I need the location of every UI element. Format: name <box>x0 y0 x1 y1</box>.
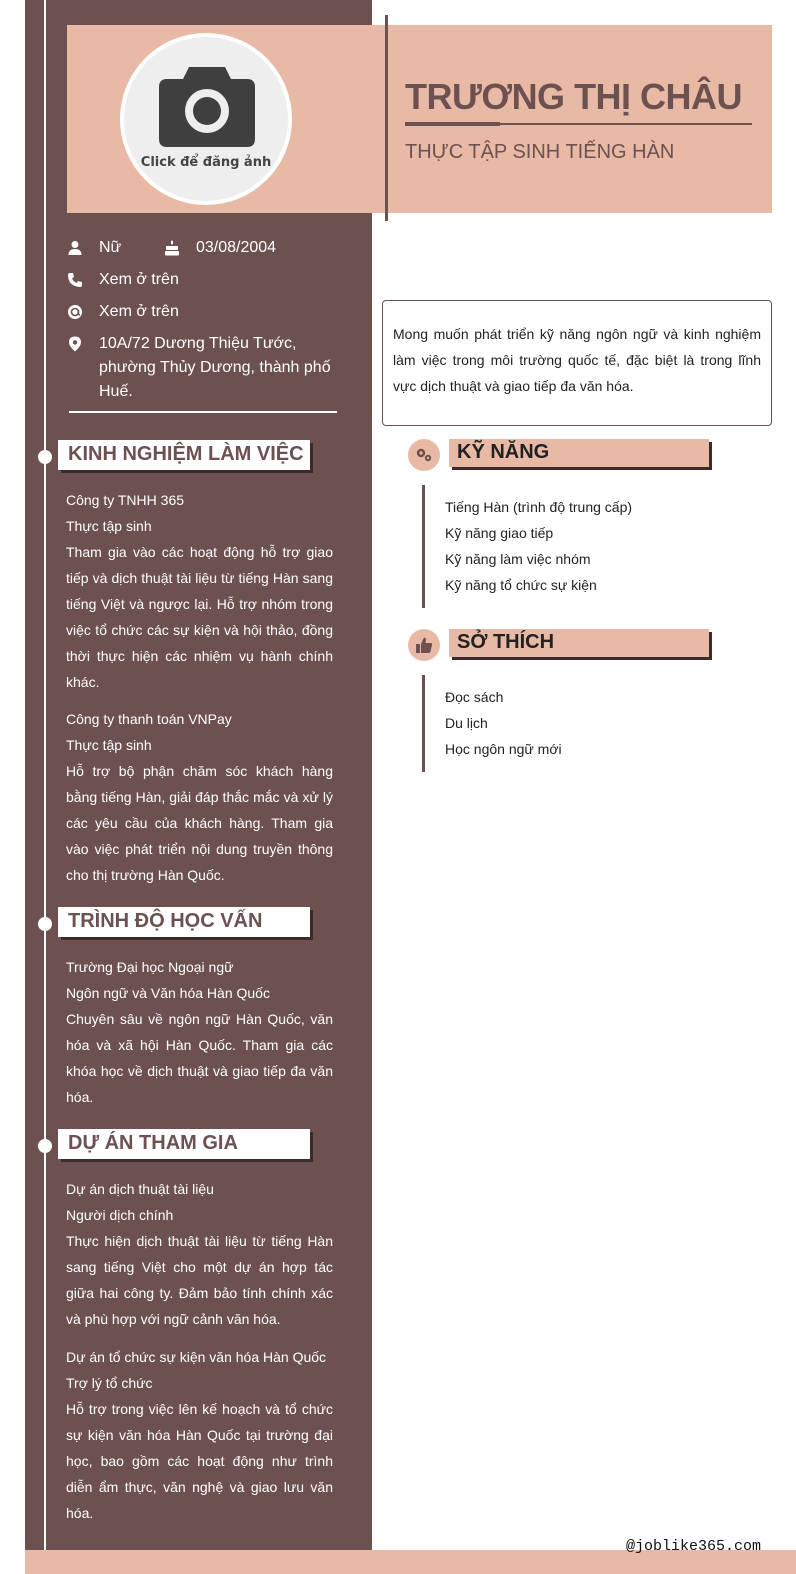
avatar-upload[interactable] <box>120 33 292 205</box>
education-description: Chuyên sâu về ngôn ngữ Hàn Quốc, văn hóa và xã hội Hàn Quốc. Tham gia các khóa học về dịch thuật và giao tiếp đa văn hóa. <box>66 1011 333 1105</box>
skill-item: Tiếng Hàn (trình độ trung cấp) <box>445 499 633 515</box>
projects-heading-text: DỰ ÁN THAM GIA <box>68 1132 238 1154</box>
project-role: Trợ lý tổ chức <box>66 1375 153 1391</box>
sidebar-divider <box>69 411 337 413</box>
project-description: Thực hiện dịch thuật tài liệu từ tiếng Hàn sang tiếng Việt cho một dự án hợp tác giữa hai công ty. Đảm bảo tính chính xác và phù hợp với ngữ cảnh văn hóa. <box>66 1233 333 1327</box>
gears-icon <box>415 446 433 464</box>
project-role: Người dịch chính <box>66 1207 174 1223</box>
timeline-dot <box>38 917 52 931</box>
hobbies-heading <box>449 629 709 657</box>
hobby-item: Đọc sách <box>445 689 504 705</box>
experience-description: Tham gia vào các hoạt động hỗ trợ giao tiếp và dịch thuật tài liệu từ tiếng Hàn sang tiếng Việt và ngược lại. Hỗ trợ nhóm trong việc tổ chức các sự kiện và hội thảo, đồng thời thực hiện các nhiệm vụ hành chính khác. <box>66 544 333 690</box>
hobbies-list <box>445 684 562 762</box>
camera-icon <box>159 61 255 147</box>
address-value: 10A/72 Dương Thiệu Tước, phường Thủy Dương, thành phố Huế. <box>99 335 331 400</box>
experience-role: Thực tập sinh <box>66 518 152 534</box>
thumbs-up-icon <box>415 636 433 654</box>
user-icon <box>67 240 83 256</box>
experience-item <box>66 487 333 695</box>
skills-icon-badge <box>408 439 440 471</box>
timeline-dot <box>38 450 52 464</box>
skills-list <box>445 494 632 598</box>
header-divider <box>385 15 388 221</box>
experience-heading-text: KINH NGHIỆM LÀM VIỆC <box>68 443 304 465</box>
map-pin-icon <box>67 336 83 352</box>
education-heading <box>58 907 310 937</box>
hobbies-icon-badge <box>408 629 440 661</box>
career-objective-text: Mong muốn phát triển kỹ năng ngôn ngữ và kinh nghiệm làm việc trong môi trường quốc tế, đặc biệt là trong lĩnh vực dịch thuật và giao tiếp đa văn hóa. <box>393 326 761 394</box>
hobbies-heading-text: SỞ THÍCH <box>457 631 555 653</box>
experience-heading <box>58 440 310 470</box>
education-item <box>66 954 333 1110</box>
birthdate-value: 03/08/2004 <box>196 239 277 256</box>
project-name: Dự án dịch thuật tài liệu <box>66 1181 214 1197</box>
hobbies-side-rule <box>422 675 425 772</box>
phone-icon <box>67 272 83 288</box>
birthday-cake-icon <box>164 240 180 256</box>
project-item <box>66 1344 333 1526</box>
skill-item: Kỹ năng giao tiếp <box>445 525 554 541</box>
experience-description: Hỗ trợ bộ phận chăm sóc khách hàng bằng tiếng Hàn, giải đáp thắc mắc và xử lý các yêu cầu của khách hàng. Tham gia vào việc phát triển nội dung truyền thông cho thị trường Hàn Quốc. <box>66 763 333 883</box>
experience-item <box>66 706 333 888</box>
hobby-item: Du lịch <box>445 715 488 731</box>
candidate-name: TRƯƠNG THỊ CHÂU <box>405 76 743 117</box>
skills-heading <box>449 439 709 467</box>
watermark: @joblike365.com <box>626 1538 762 1555</box>
job-title: THỰC TẬP SINH TIẾNG HÀN <box>405 141 675 163</box>
skills-side-rule <box>422 485 425 608</box>
project-name: Dự án tổ chức sự kiện văn hóa Hàn Quốc <box>66 1349 327 1365</box>
skill-item: Kỹ năng tổ chức sự kiện <box>445 577 597 593</box>
birthdate-row <box>164 236 324 260</box>
phone-value: Xem ở trên <box>99 271 179 288</box>
skill-item: Kỹ năng làm việc nhóm <box>445 551 591 567</box>
avatar-upload-label: Click để đăng ảnh <box>140 155 272 170</box>
timeline-dot <box>38 1139 52 1153</box>
project-item <box>66 1176 333 1332</box>
experience-company: Công ty TNHH 365 <box>66 492 185 508</box>
email-value: Xem ở trên <box>99 303 179 320</box>
career-objective-box <box>382 300 772 426</box>
email-at-icon <box>67 304 83 320</box>
skills-heading-text: KỸ NĂNG <box>457 441 550 463</box>
phone-row <box>67 268 267 292</box>
gender-row <box>67 236 147 260</box>
education-school: Trường Đại học Ngoại ngữ <box>66 959 234 975</box>
timeline-line <box>44 0 46 1574</box>
hobby-item: Học ngôn ngữ mới <box>445 741 562 757</box>
email-row <box>67 300 267 324</box>
education-heading-text: TRÌNH ĐỘ HỌC VẤN <box>68 910 263 932</box>
address-icon-wrap <box>67 332 87 356</box>
projects-heading <box>58 1129 310 1159</box>
gender-value: Nữ <box>99 239 122 256</box>
experience-role: Thực tập sinh <box>66 737 152 753</box>
project-description: Hỗ trợ trong việc lên kế hoạch và tổ chức sự kiện văn hóa Hàn Quốc tại trường đại học, bao gồm các hoạt động như trình diễn ẩm thực, văn nghệ và giao lưu văn hóa. <box>66 1401 333 1521</box>
experience-company: Công ty thanh toán VNPay <box>66 711 232 727</box>
name-underline-accent <box>405 122 500 126</box>
education-major: Ngôn ngữ và Văn hóa Hàn Quốc <box>66 985 270 1001</box>
